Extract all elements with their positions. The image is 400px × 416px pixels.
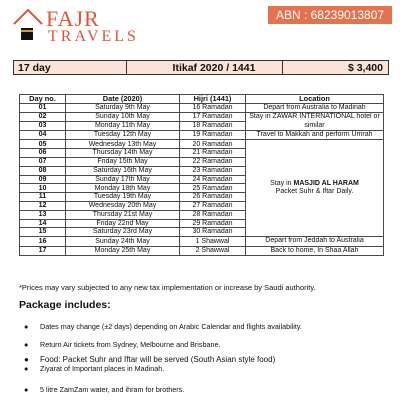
package-name: Itikaf 2020 / 1441 [172,62,256,74]
date-cell: Sunday 10th May [66,113,180,122]
date-cell: Monday 18th May [66,184,180,193]
location-line2: Packet Suhr & Iftar Daily. [275,188,354,196]
hijri-cell: 1 Shawwal [180,237,246,246]
date-cell: Thursday 21st May [66,210,180,219]
kaaba-roof-icon [12,4,46,44]
location-cell: Depart from Jeddah to Australia [246,237,384,246]
hijri-cell: 28 Ramadan [180,210,246,219]
day-cell: 08 [20,166,66,175]
itinerary-table [19,94,384,256]
list-item-text: Return Air tickets from Sydney, Melbourne and Brisbane. [40,340,221,349]
bullet-icon: ● [24,385,29,394]
date-cell: Sunday 24th May [66,237,180,246]
location-cell: Stay in ZAWAR INTERNATIONAL hotel or similar [246,113,384,131]
day-cell: 10 [20,184,66,193]
list-item-text: 5 litre ZamZam water, and ihram for brothers. [40,385,185,394]
day-cell: 01 [20,103,66,112]
list-item [24,364,394,373]
hijri-cell: 16 Ramadan [180,103,246,112]
date-cell: Saturday 9th May [66,103,180,112]
location-prefix: Stay in [270,179,294,187]
brand-name: FAJR [46,6,100,31]
location-cell: Depart from Australia to Madinah [246,103,384,112]
hijri-cell: 25 Ramadan [180,184,246,193]
day-cell: 07 [20,158,66,167]
location-cell-haram [246,140,384,237]
list-item-text: Food: Packet Suhr and Iftar will be served (South Asian style food) [40,355,276,364]
hijri-cell: 22 Ramadan [180,158,246,167]
day-cell: 02 [20,113,66,122]
day-cell: 13 [20,210,66,219]
day-cell: 05 [20,140,66,149]
duration-label: 17 day [18,62,51,74]
location-highlight: MASJID AL HARAM [293,179,359,187]
bullet-icon: ● [24,322,29,331]
package-summary-bar [13,60,389,75]
hijri-cell: 2 Shawwal [180,246,246,255]
hijri-cell: 18 Ramadan [180,122,246,131]
location-cell: Travel to Makkah and perform Umrah [246,131,384,140]
date-cell: Saturday 23rd May [66,228,180,237]
day-cell: 06 [20,149,66,158]
bullet-icon: ● [24,340,29,349]
hijri-cell: 30 Ramadan [180,228,246,237]
package-price: $ 3,400 [347,62,383,74]
day-cell: 04 [20,131,66,140]
day-cell: 11 [20,193,66,202]
table-row [20,237,384,246]
day-cell: 03 [20,122,66,131]
day-cell: 16 [20,237,66,246]
list-item-text: Dates may change (±2 days) depending on Arabic Calendar and flights availability. [40,322,302,331]
date-cell: Monday 25th May [66,246,180,255]
divider [126,61,127,74]
list-item [24,355,394,364]
brand-logo [12,4,139,48]
list-item [24,322,394,331]
header [0,0,400,50]
date-cell: Saturday 16th May [66,166,180,175]
hijri-cell: 29 Ramadan [180,219,246,228]
day-cell: 12 [20,202,66,211]
list-item [24,385,394,394]
table-row [20,246,384,255]
divider [282,61,283,74]
table-row [20,131,384,140]
table-row [20,103,384,112]
day-cell: 17 [20,246,66,255]
hijri-cell: 26 Ramadan [180,193,246,202]
day-cell: 14 [20,219,66,228]
date-cell: Tuesday 12th May [66,131,180,140]
date-cell: Monday 11th May [66,122,180,131]
date-cell: Thursday 14th May [66,149,180,158]
hijri-cell: 19 Ramadan [180,131,246,140]
location-cell: Back to home, In Shaa Allah [246,246,384,255]
date-cell: Wednesday 13th May [66,140,180,149]
brand-subtitle: TRAVELS [48,28,139,45]
header-location: Location [246,95,384,104]
includes-list [24,322,394,394]
date-cell: Sunday 17th May [66,175,180,184]
list-item-text: Ziyarat of Important places in Madinah. [40,364,165,373]
package-includes-heading: Package includes: [19,299,111,311]
abn-badge: ABN : 68239013807 [268,6,392,24]
bullet-icon: ● [24,355,29,364]
header-hijri: Hijri (1441) [180,95,246,104]
bullet-icon: ● [24,364,29,373]
hijri-cell: 24 Ramadan [180,175,246,184]
list-item [24,340,394,349]
day-cell: 15 [20,228,66,237]
date-cell: Tuesday 19th May [66,193,180,202]
hijri-cell: 27 Ramadan [180,202,246,211]
table-row [20,140,384,149]
day-cell: 09 [20,175,66,184]
table-header-row [20,95,384,104]
date-cell: Friday 22nd May [66,219,180,228]
hijri-cell: 23 Ramadan [180,166,246,175]
hijri-cell: 20 Ramadan [180,140,246,149]
table-row [20,113,384,122]
date-cell: Friday 15th May [66,158,180,167]
price-note: *Prices may vary subjected to any new tax implementation or increase by Saudi authority. [19,283,316,292]
hijri-cell: 21 Ramadan [180,149,246,158]
header-date: Date (2020) [66,95,180,104]
header-day-no: Day no. [20,95,66,104]
hijri-cell: 17 Ramadan [180,113,246,122]
date-cell: Wednesday 20th May [66,202,180,211]
